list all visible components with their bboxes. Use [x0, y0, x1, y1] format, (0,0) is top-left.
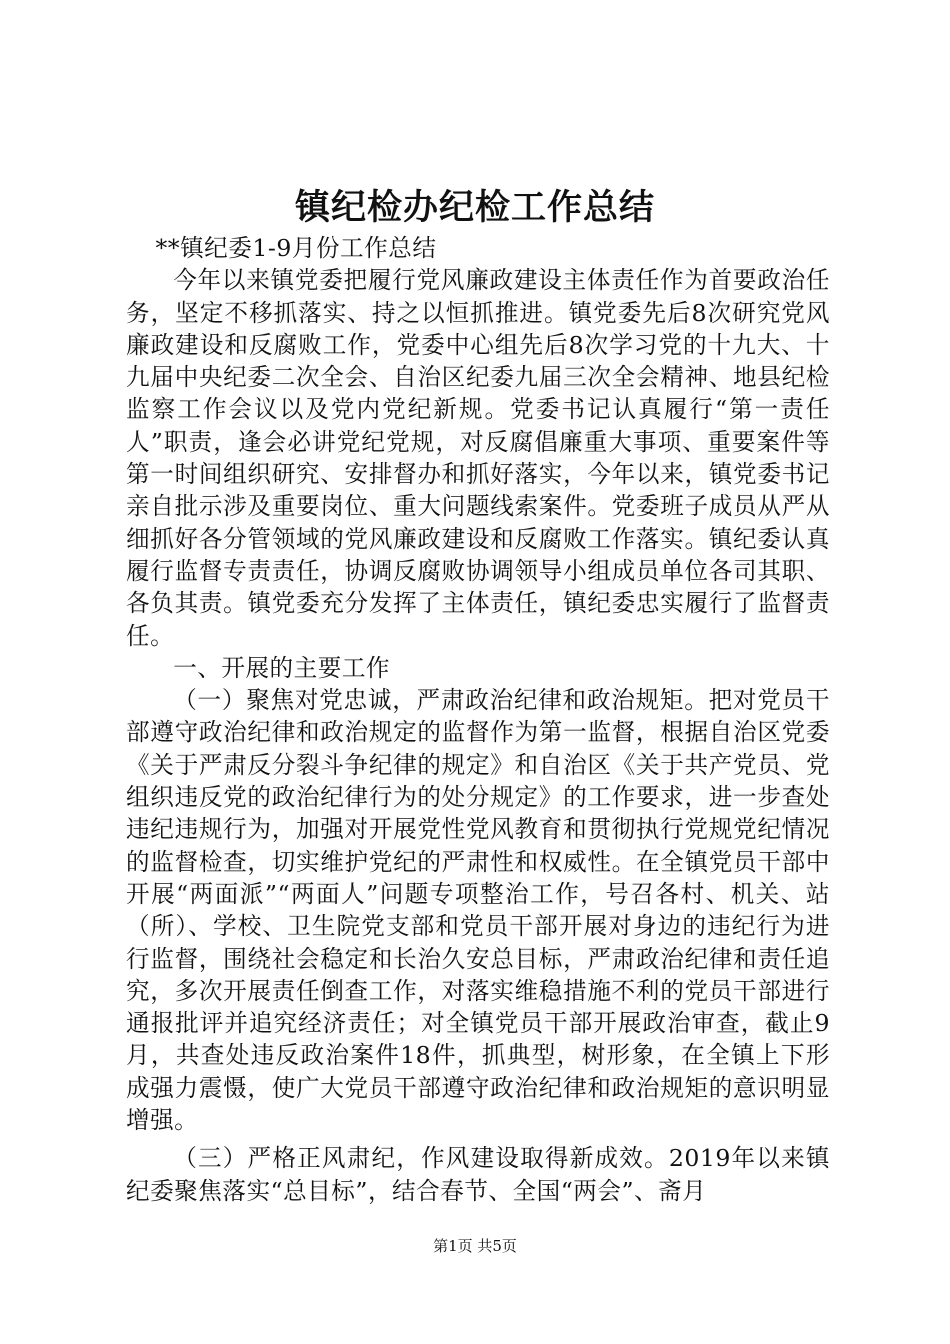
section-heading: 一、开展的主要工作 [173, 653, 391, 682]
paragraph-section-3: （三）严格正风肃纪，作风建设取得新成效。2019年以来镇纪委聚焦落实“总目标”，结合春节、全国“两会”、斋月 [126, 1144, 830, 1205]
document-title: 镇纪检办纪检工作总结 [294, 187, 655, 228]
paragraph-section-1: （一）聚焦对党忠诚，严肃政治纪律和政治规矩。把对党员干部遵守政治纪律和政治规定的监督作为第一监督，根据自治区党委《关于严肃反分裂斗争纪律的规定》和自治区《关于共产党员、党组织违反党的政治纪律行为的处分规定》的工作要求，进一步查处违纪违规行为，加强对开展党性党风教育和贯彻执行党规党纪情况的监督检查，切实维护党纪的严肃性和权威性。在全镇党员干部中开展“两面派”“两面人”问题专项整治工作，号召各村、机关、站（所）、学校、卫生院党支部和党员干部开展对身边的违纪行为进行监督，围绕社会稳定和长治久安总目标，严肃政治纪律和责任追究，多次开展责任倒查工作，对落实维稳措施不利的党员干部进行通报批评并追究经济责任；对全镇党员干部开展政治审查，截止9月，共查处违反政治案件18件，抓典型，树形象，在全镇上下形成强力震慑，使广大党员干部遵守政治纪律和政治规矩的意识明显增强。 [126, 686, 830, 1135]
document-subtitle: **镇纪委1-9月份工作总结 [155, 234, 437, 262]
page-number-footer: 第1页 共5页 [433, 1237, 517, 1255]
document-body [126, 232, 830, 1207]
paragraph-intro: 今年以来镇党委把履行党风廉政建设主体责任作为首要政治任务，坚定不移抓落实、持之以恒抓推进。镇党委先后8次研究党风廉政建设和反腐败工作，党委中心组先后8次学习党的十九大、十九届中央纪委二次全会、自治区纪委九届三次全会精神、地县纪检监察工作会议以及党内党纪新规。党委书记认真履行“第一责任人”职责，逢会必讲党纪党规，对反腐倡廉重大事项、重要案件等第一时间组织研究、安排督办和抓好落实，今年以来，镇党委书记亲自批示涉及重要岗位、重大问题线索案件。党委班子成员从严从细抓好各分管领域的党风廉政建设和反腐败工作落实。镇纪委认真履行监督专责责任，协调反腐败协调领导小组成员单位各司其职、各负其责。镇党委充分发挥了主体责任，镇纪委忠实履行了监督责任。 [126, 266, 830, 650]
